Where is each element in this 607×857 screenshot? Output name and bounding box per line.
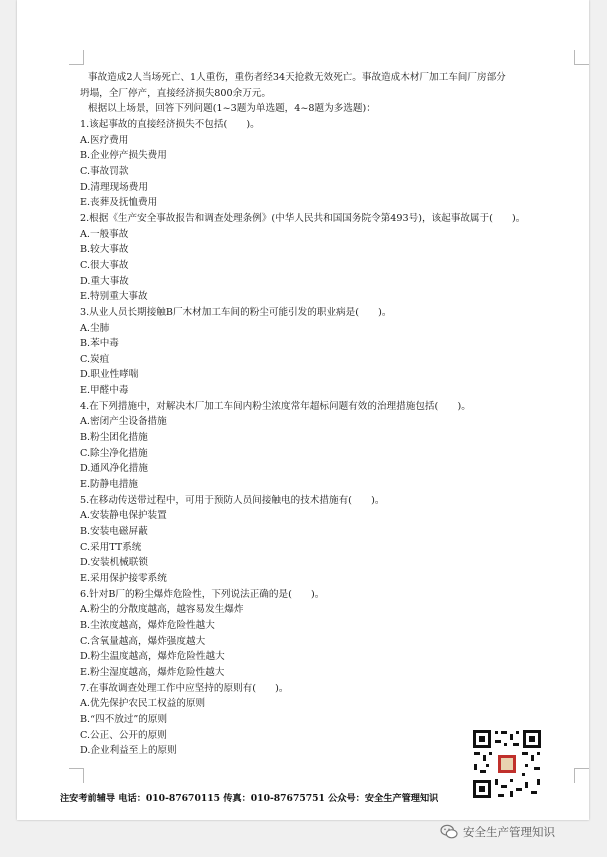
answer-option: D.通风净化措施 xyxy=(80,463,148,475)
document-body xyxy=(80,70,558,759)
answer-option: C.含氧量越高，爆炸强度越大 xyxy=(80,635,206,647)
question-stem: 2.根据《生产安全事故报告和调查处理条例》(中华人民共和国国务院令第493号)，该起事故属于( )。 xyxy=(80,212,526,224)
answer-option: C.事故罚款 xyxy=(80,165,129,177)
answer-option: D.企业利益至上的原则 xyxy=(80,745,177,757)
answer-option: D.职业性哮喘 xyxy=(80,369,139,381)
crop-mark xyxy=(69,50,84,65)
answer-option: C.公正、公开的原则 xyxy=(80,729,167,741)
intro-line: 根据以上场景，回答下列问题(1~3题为单选题，4~8题为多选题)： xyxy=(88,103,376,115)
answer-option: A.尘肺 xyxy=(80,322,110,334)
question-stem: 4.在下列措施中，对解决木厂加工车间内粉尘浓度常年超标问题有效的治理措施包括( )。 xyxy=(80,400,471,412)
question-list xyxy=(80,117,558,759)
answer-option: D.重大事故 xyxy=(80,275,129,287)
answer-option: A.安装静电保护装置 xyxy=(80,510,167,522)
question-stem: 5.在移动传送带过程中，可用于预防人员间接触电的技术措施有( )。 xyxy=(80,494,385,506)
answer-option: B.粉尘团化措施 xyxy=(80,432,148,444)
answer-option: E.防静电措施 xyxy=(80,479,139,491)
answer-option: E.丧葬及抚恤费用 xyxy=(80,197,158,209)
question-stem: 1.该起事故的直接经济损失不包括( )。 xyxy=(80,118,260,130)
answer-option: B.“四不放过”的原则 xyxy=(80,713,168,725)
answer-option: B.企业停产损失费用 xyxy=(80,150,167,162)
answer-option: E.采用保护接零系统 xyxy=(80,573,167,584)
answer-option: E.特别重大事故 xyxy=(80,291,148,303)
answer-option: B.较大事故 xyxy=(80,244,129,256)
crop-mark xyxy=(574,50,589,65)
answer-option: D.安装机械联锁 xyxy=(80,557,148,569)
answer-option: E.甲醛中毒 xyxy=(80,385,129,397)
answer-option: A.一般事故 xyxy=(80,228,129,240)
qr-code-icon xyxy=(471,728,543,800)
crop-mark xyxy=(574,768,589,783)
answer-option: B.苯中毒 xyxy=(80,338,119,350)
answer-option: C.很大事故 xyxy=(80,259,129,271)
crop-mark xyxy=(69,768,84,783)
answer-option: E.粉尘湿度越高，爆炸危险性越大 xyxy=(80,666,225,678)
watermark-text: 安全生产管理知识 xyxy=(463,825,555,839)
answer-option: D.清理现场费用 xyxy=(80,181,148,193)
answer-option: B.安装电磁屏蔽 xyxy=(80,526,148,538)
question-stem: 7.在事故调查处理工作中应坚持的原则有( )。 xyxy=(80,682,289,694)
answer-option: A.粉尘的分散度越高，越容易发生爆炸 xyxy=(80,604,244,616)
answer-option: A.密闭产尘设备措施 xyxy=(80,416,167,428)
wechat-icon xyxy=(440,824,458,840)
answer-option: C.除尘净化措施 xyxy=(80,447,148,459)
answer-option: D.粉尘温度越高，爆炸危险性越大 xyxy=(80,651,225,663)
question-stem: 6.针对B厂的粉尘爆炸危险性，下列说法正确的是( )。 xyxy=(80,588,325,600)
question-stem: 3.从业人员长期接触B厂木材加工车间的粉尘可能引发的职业病是( )。 xyxy=(80,306,392,318)
answer-option: A.优先保护农民工权益的原则 xyxy=(80,698,206,710)
answer-option: C.采用TT系统 xyxy=(80,541,142,553)
watermark xyxy=(440,821,555,843)
answer-option: B.尘浓度越高，爆炸危险性越大 xyxy=(80,619,215,631)
intro-line: 事故造成2人当场死亡、1人重伤，重伤者经34天抢救无效死亡。事故造成木材厂加工车间厂房部分 xyxy=(88,72,506,83)
answer-option: C.炭疽 xyxy=(80,353,110,365)
intro-line: 坍塌，全厂停产，直接经济损失800余万元。 xyxy=(80,87,271,99)
document-footer: 注安考前辅导 电话：010-87670115 传真：010-87675751 公众号：安全生产管理知识 xyxy=(60,793,439,804)
answer-option: A.医疗费用 xyxy=(80,134,129,146)
